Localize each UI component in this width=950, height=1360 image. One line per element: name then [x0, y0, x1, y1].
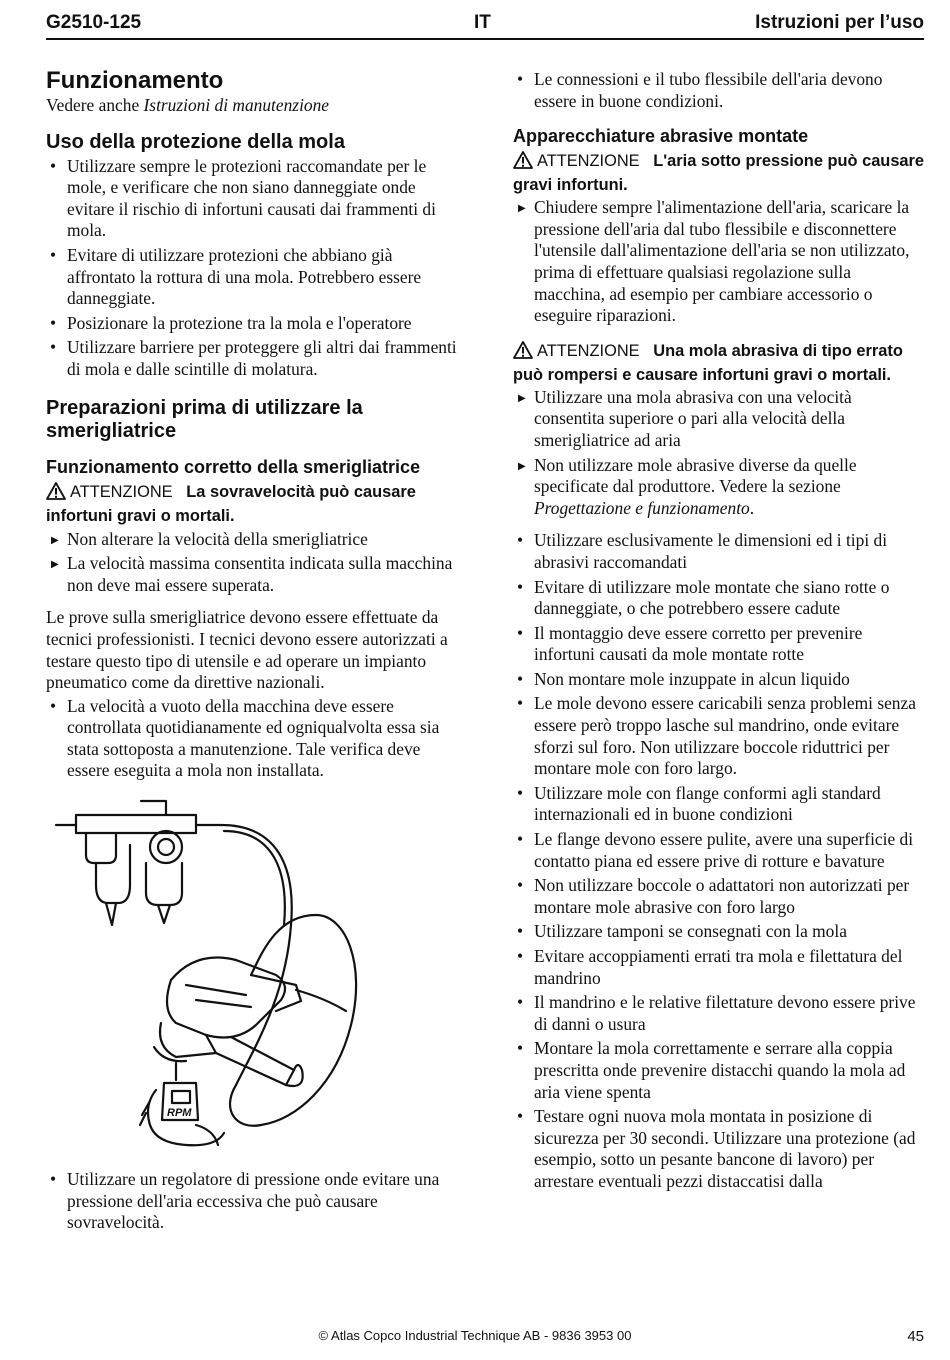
- see-also-link[interactable]: Istruzioni di manutenzione: [143, 95, 330, 115]
- list-item: • Le connessioni e il tubo flessibile dell'aria devono essere in buone condizioni.: [513, 69, 925, 112]
- list-item: • Utilizzare mole con flange conformi agli standard internazionali ed in buone condizioni: [513, 783, 925, 826]
- list-item: ▶ Utilizzare una mola abrasiva con una velocità consentita superiore o pari alla velocità della smerigliatrice ad aria: [513, 387, 925, 452]
- list-item: • Utilizzare sempre le protezioni raccomandate per le mole, e verificare che non siano danneggiate onde evitare il rischio di infortuni causati dai frammenti di mola.: [46, 156, 460, 242]
- list-item: • Le mole devono essere caricabili senza problemi senza essere però troppo lasche sul mandrino, onde evitare sforzi sul foro. Non utilizzare boccole riduttrici per montare mole con foro largo.: [513, 693, 925, 779]
- list-item: • Non utilizzare boccole o adattatori non autorizzati per montare mole abrasive con foro largo: [513, 875, 925, 918]
- mounted-wheel-list: [513, 530, 925, 1192]
- page-title: Funzionamento: [46, 67, 224, 94]
- footer-copyright: © Atlas Copco Industrial Technique AB - 9836 3953 00: [318, 1328, 632, 1343]
- list-item: • Non montare mole inzuppate in alcun liquido: [513, 669, 925, 691]
- warning-overspeed: [46, 482, 460, 527]
- list-item: • Utilizzare barriere per proteggere gli altri dai frammenti di mola e dalle scintille di molatura.: [46, 337, 460, 380]
- prep-heading: Preparazioni prima di utilizzare la smerigliatrice: [46, 396, 363, 442]
- list-item: • Posizionare la protezione tra la mola e l'operatore: [46, 313, 460, 335]
- warning-wrong-wheel: [513, 341, 925, 386]
- connections-list: [513, 69, 925, 112]
- list-item: • Il mandrino e le relative filettature devono essere prive di danni o usura: [513, 992, 925, 1035]
- section-title: Istruzioni per l’uso: [755, 12, 924, 33]
- see-also: [46, 95, 460, 117]
- warning-text: La sovravelocità può causare infortuni gravi o mortali.: [46, 482, 416, 525]
- list-item: • Il montaggio deve essere corretto per prevenire infortuni causati da mole montate rotte: [513, 623, 925, 666]
- rpm-label: RPM: [167, 1107, 192, 1120]
- list-item: • Montare la mola correttamente e serrare alla coppia prescritta onde prevenire distacchi quando la mola ad aria viene spenta: [513, 1038, 925, 1103]
- speed-list: [46, 696, 460, 782]
- list-item: ▶ Chiudere sempre l'alimentazione dell'aria, scaricare la pressione dell'aria dal tubo flessibile e disconnettere l'utensile dall'alimentazione dell'aria se non utilizzato, prima di effettuare qualsiasi regolazione sulla macchina, ad esempio per cambiare accessorio o eseguire riparazioni.: [513, 197, 925, 327]
- air-pressure-list: [513, 197, 925, 327]
- mounted-heading: Apparecchiature abrasive montate: [513, 126, 809, 147]
- doc-id: G2510-125: [46, 12, 142, 33]
- grinder-test-illustration: [46, 785, 376, 1155]
- left-column: [46, 66, 460, 1237]
- list-item: • La velocità a vuoto della macchina deve essere controllata quotidianamente ed ogniqualvolta essa sia stata sottoposta a manutenzione. Tale verifica deve essere eseguita a mola non installata.: [46, 696, 460, 782]
- tests-paragraph: Le prove sulla smerigliatrice devono essere effettuate da tecnici professionisti. I tecnici devono essere autorizzati a testare questo tipo di utensile e ad operare un impianto pneumatico come da direttive nazionali.: [46, 607, 448, 693]
- regulator-list: [46, 1169, 460, 1234]
- warning-triangle-icon: [513, 341, 533, 365]
- warning-triangle-icon: [46, 482, 66, 506]
- list-item: • Le flange devono essere pulite, avere una superficie di contatto piana ed essere prive di rotture e bavature: [513, 829, 925, 872]
- warning-label: ATTENZIONE: [70, 482, 173, 501]
- page-number: 45: [907, 1328, 924, 1345]
- warning-triangle-icon: [513, 151, 533, 175]
- list-item: • Utilizzare un regolatore di pressione onde evitare una pressione dell'aria eccessiva che può causare sovravelocità.: [46, 1169, 460, 1234]
- list-item: ▶ La velocità massima consentita indicata sulla macchina non deve mai essere superata.: [46, 553, 460, 596]
- guard-heading: Uso della protezione della mola: [46, 130, 345, 153]
- warning-label: ATTENZIONE: [537, 341, 640, 360]
- language-code: IT: [474, 12, 491, 33]
- right-column: [513, 66, 925, 1196]
- design-function-link[interactable]: Progettazione e funzionamento: [534, 497, 750, 518]
- list-item: • Evitare accoppiamenti errati tra mola e filettatura del mandrino: [513, 946, 925, 989]
- warning-label: ATTENZIONE: [537, 152, 640, 171]
- guard-list: [46, 156, 460, 381]
- list-item-end: .: [749, 497, 755, 518]
- list-item: ▶ Non alterare la velocità della smerigliatrice: [46, 529, 460, 551]
- list-item: [513, 455, 925, 520]
- overspeed-list: [46, 529, 460, 597]
- list-item: • Evitare di utilizzare mole montate che siano rotte o danneggiate, o che potrebbero essere cadute: [513, 577, 925, 620]
- list-item: • Utilizzare tamponi se consegnati con la mola: [513, 921, 925, 943]
- list-item: • Evitare di utilizzare protezioni che abbiano già affrontato la rottura di una mola. Potrebbero essere danneggiate.: [46, 245, 460, 310]
- warning-air-pressure: [513, 151, 925, 196]
- warning-text: Una mola abrasiva di tipo errato può rompersi e causare infortuni gravi o mortali.: [513, 341, 903, 384]
- see-also-prefix: Vedere anche: [46, 95, 144, 115]
- list-item: • Testare ogni nuova mola montata in posizione di sicurezza per 30 secondi. Utilizzare una protezione (ad esempio, sotto un pesante bancone di lavoro) per arrestare eventuali pezzi distaccatisi dalla: [513, 1106, 925, 1192]
- op-heading: Funzionamento corretto della smerigliatrice: [46, 456, 421, 477]
- page-header: [46, 10, 924, 40]
- list-item-text: Non utilizzare mole abrasive diverse da quelle specificate dal produttore. Vedere la sezione: [534, 454, 857, 497]
- list-item: • Utilizzare esclusivamente le dimensioni ed i tipi di abrasivi raccomandati: [513, 530, 925, 573]
- wrong-wheel-list: [513, 387, 925, 520]
- warning-text: L'aria sotto pressione può causare gravi infortuni.: [513, 152, 925, 195]
